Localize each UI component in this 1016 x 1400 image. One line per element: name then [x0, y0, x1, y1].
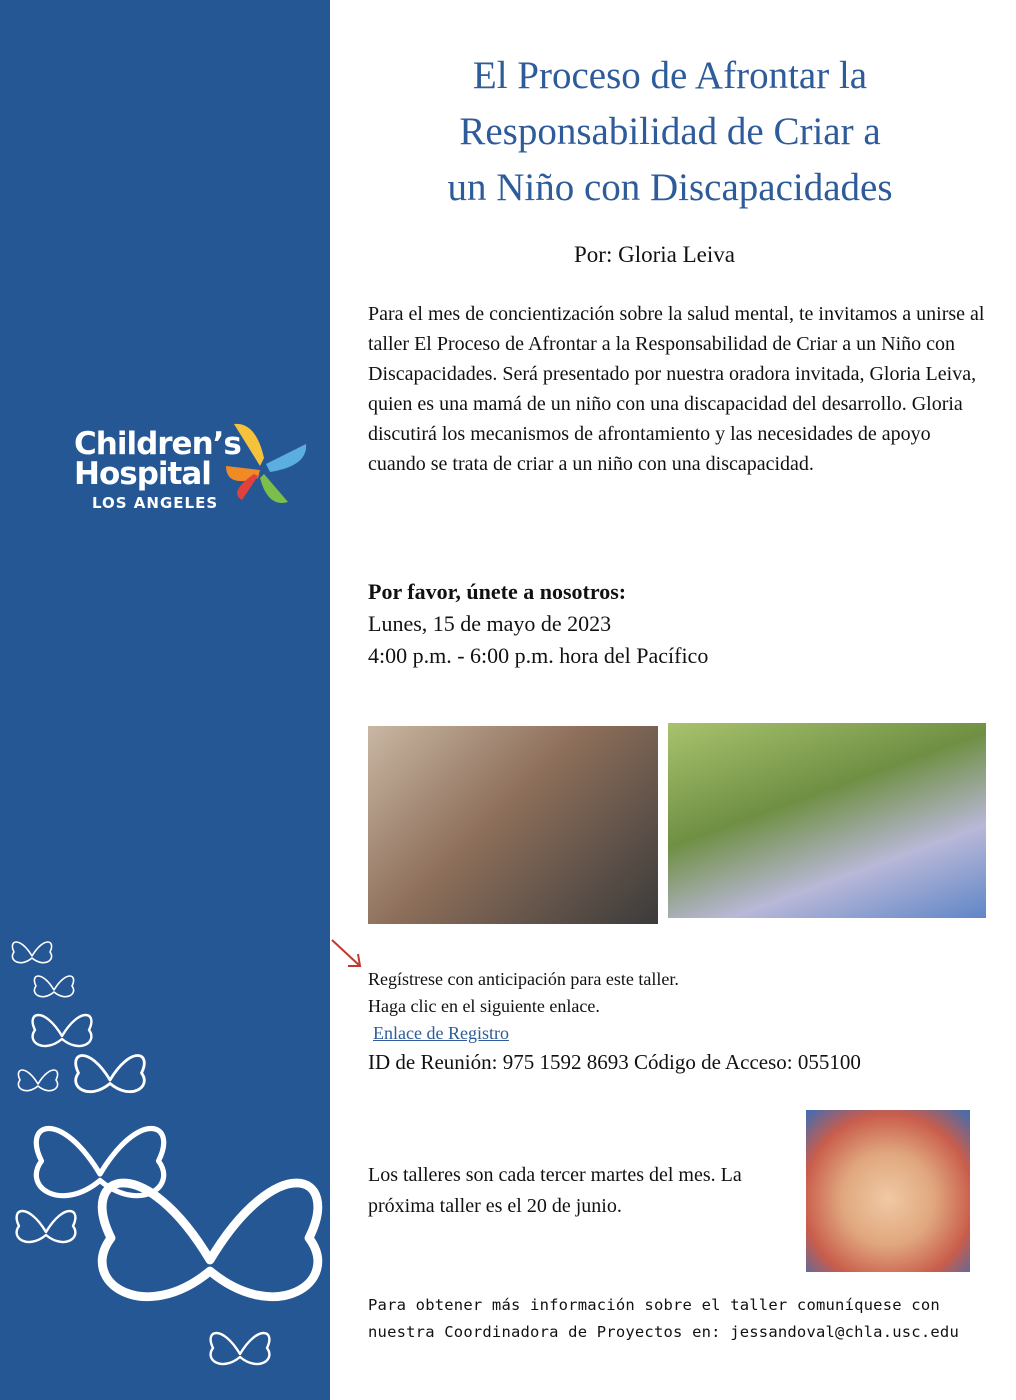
butterfly-icon	[12, 942, 51, 963]
butterfly-icon	[33, 1015, 92, 1046]
registration-block	[368, 966, 679, 1047]
event-heading: Por favor, únete a nosotros:	[368, 579, 627, 604]
event-date: Lunes, 15 de mayo de 2023	[368, 611, 612, 636]
logo-line-3: LOS ANGELES	[92, 494, 219, 512]
logo-line-1: Children’s	[74, 426, 241, 462]
meeting-info: ID de Reunión: 975 1592 8693 Código de Acceso: 055100	[368, 1050, 861, 1074]
photo-child	[806, 1110, 970, 1272]
butterfly-icon	[211, 1333, 270, 1364]
title-line-1: El Proceso de Afrontar la	[472, 54, 868, 97]
workshop-schedule: Los talleres son cada tercer martes del mes. La próxima taller es el 20 de junio.	[368, 1164, 742, 1217]
butterfly-icon	[34, 976, 73, 997]
butterfly-icon	[76, 1056, 145, 1092]
main-content	[330, 0, 1016, 1400]
title-line-2: Responsabilidad de Criar a	[459, 110, 881, 153]
photo-baking	[368, 726, 658, 924]
arrow-icon	[330, 938, 366, 972]
event-time: 4:00 p.m. - 6:00 p.m. hora del Pacífico	[368, 643, 709, 668]
registration-line-2: Haga clic en el siguiente enlace.	[368, 996, 600, 1016]
butterfly-icon	[17, 1211, 76, 1242]
event-details	[368, 576, 708, 672]
logo-line-2: Hospital	[74, 456, 211, 492]
intro-paragraph: Para el mes de concientización sobre la salud mental, te invitamos a unirse al taller El Proceso de Afrontar a la Responsabilidad de Criar a un Niño con Discapacidades. Será presentado por nuestra oradora invitada, Gloria Leiva, quien es una mamá de un niño con una discapacidad del desarrollo. Gloria discutirá los mecanismos de afrontamiento y las necesidades de apoyo cuando se trata de criar a un niño con una discapacidad.	[368, 303, 985, 475]
contact-info: Para obtener más información sobre el taller comuníquese con nuestra Coordinadora de Proyectos en: jessandoval@chla.usc.edu	[368, 1296, 959, 1341]
butterfly-icon	[102, 1183, 318, 1297]
butterfly-icon	[18, 1070, 57, 1091]
hospital-logo	[72, 418, 312, 518]
butterfly-decoration	[0, 930, 330, 1400]
registration-link[interactable]: Enlace de Registro	[373, 1023, 509, 1043]
page-title	[390, 48, 950, 216]
butterfly-logo-icon	[220, 418, 310, 508]
registration-line-1: Regístrese con anticipación para este taller.	[368, 969, 679, 989]
author-byline: Por: Gloria Leiva	[574, 242, 735, 267]
title-line-3: un Niño con Discapacidades	[447, 166, 893, 209]
sidebar-panel	[0, 0, 330, 1400]
photo-reading	[668, 723, 986, 918]
